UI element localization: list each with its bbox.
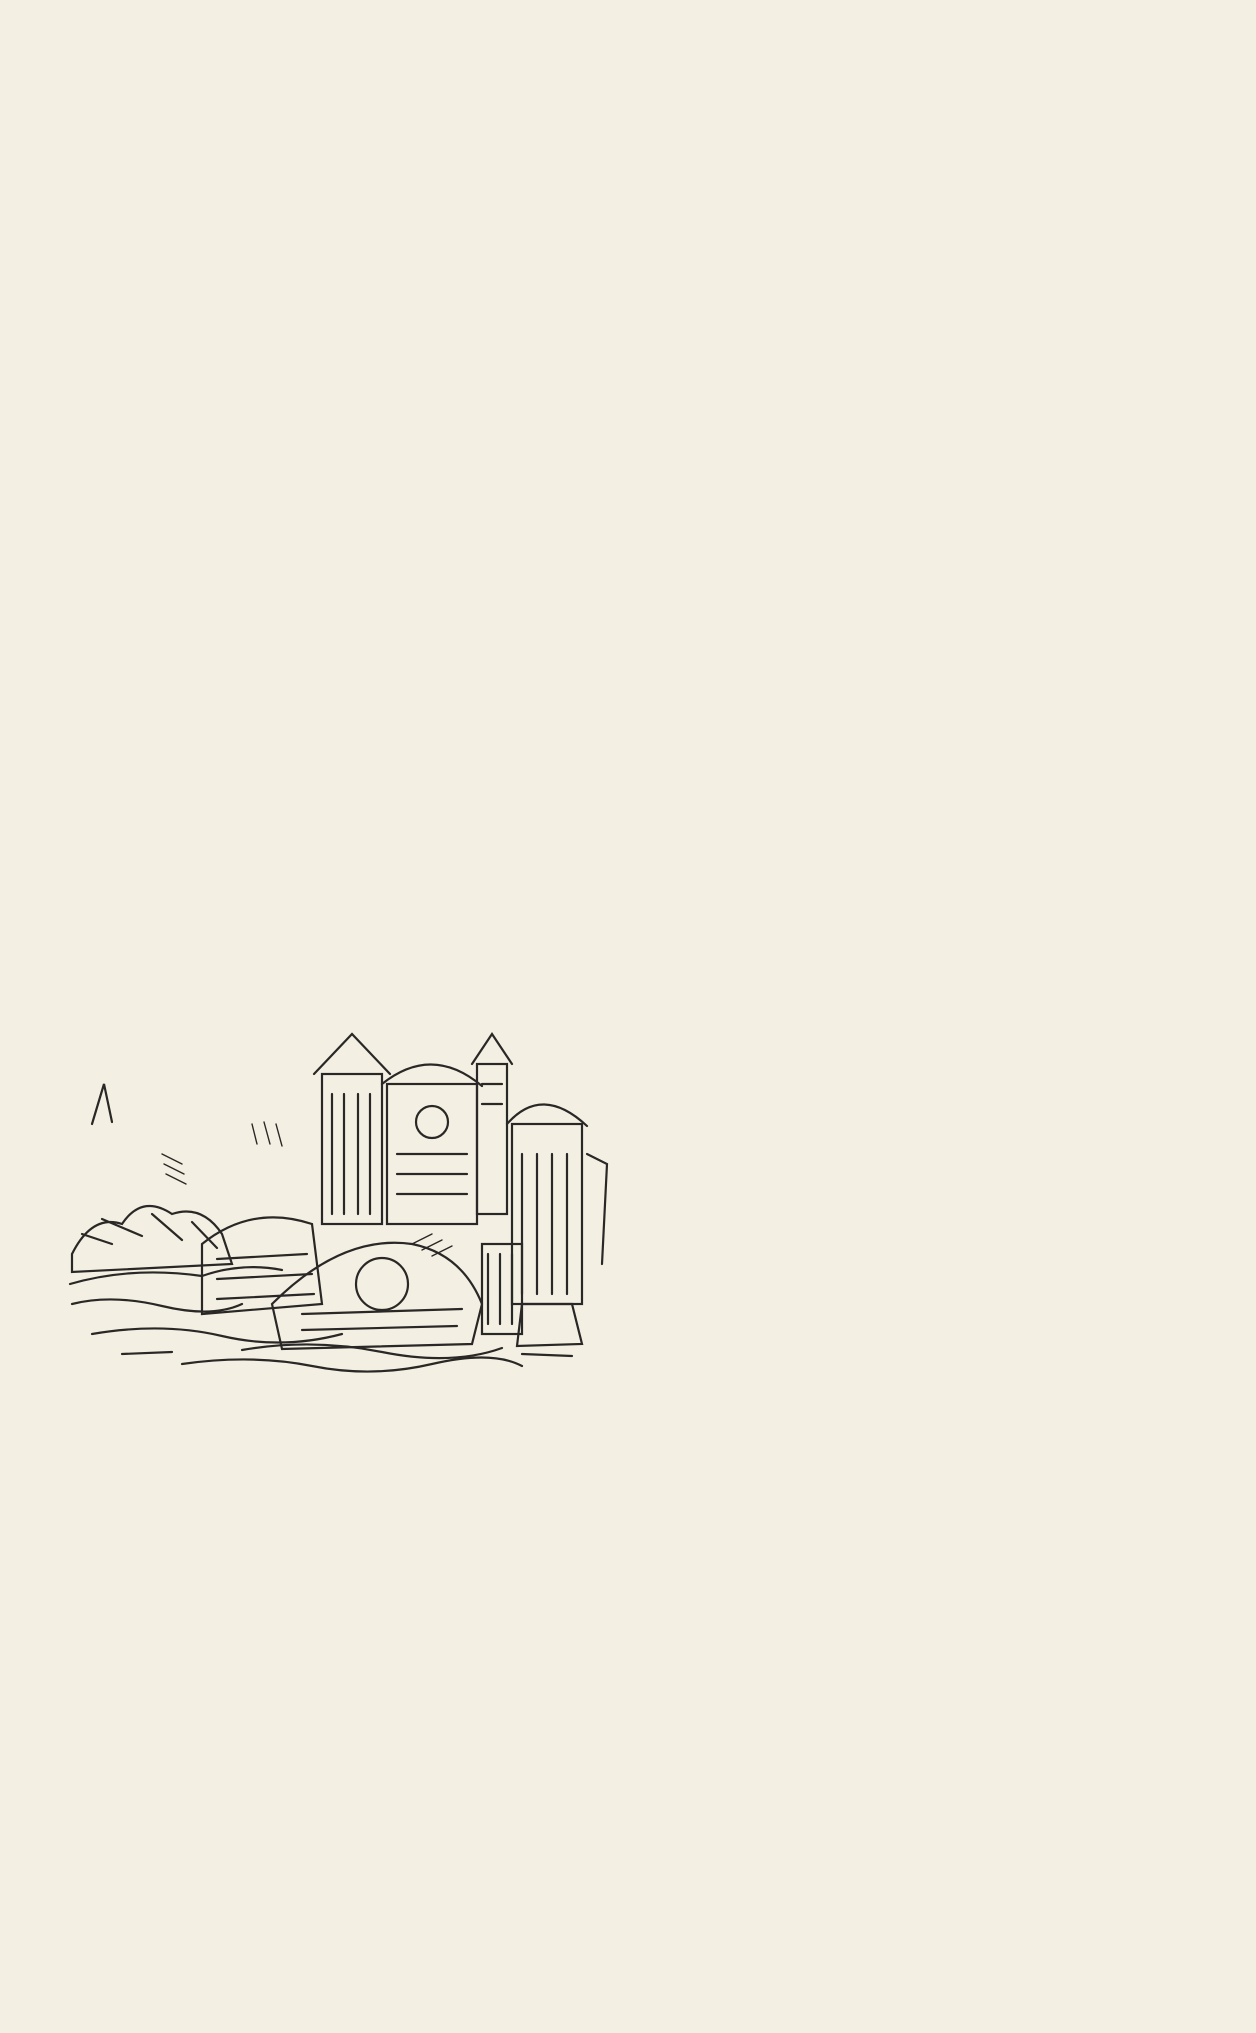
- woodcut-illustration-icon: [52, 1004, 622, 1376]
- body-text-chapter: [52, 1004, 1124, 1376]
- running-head: [52, 62, 1124, 102]
